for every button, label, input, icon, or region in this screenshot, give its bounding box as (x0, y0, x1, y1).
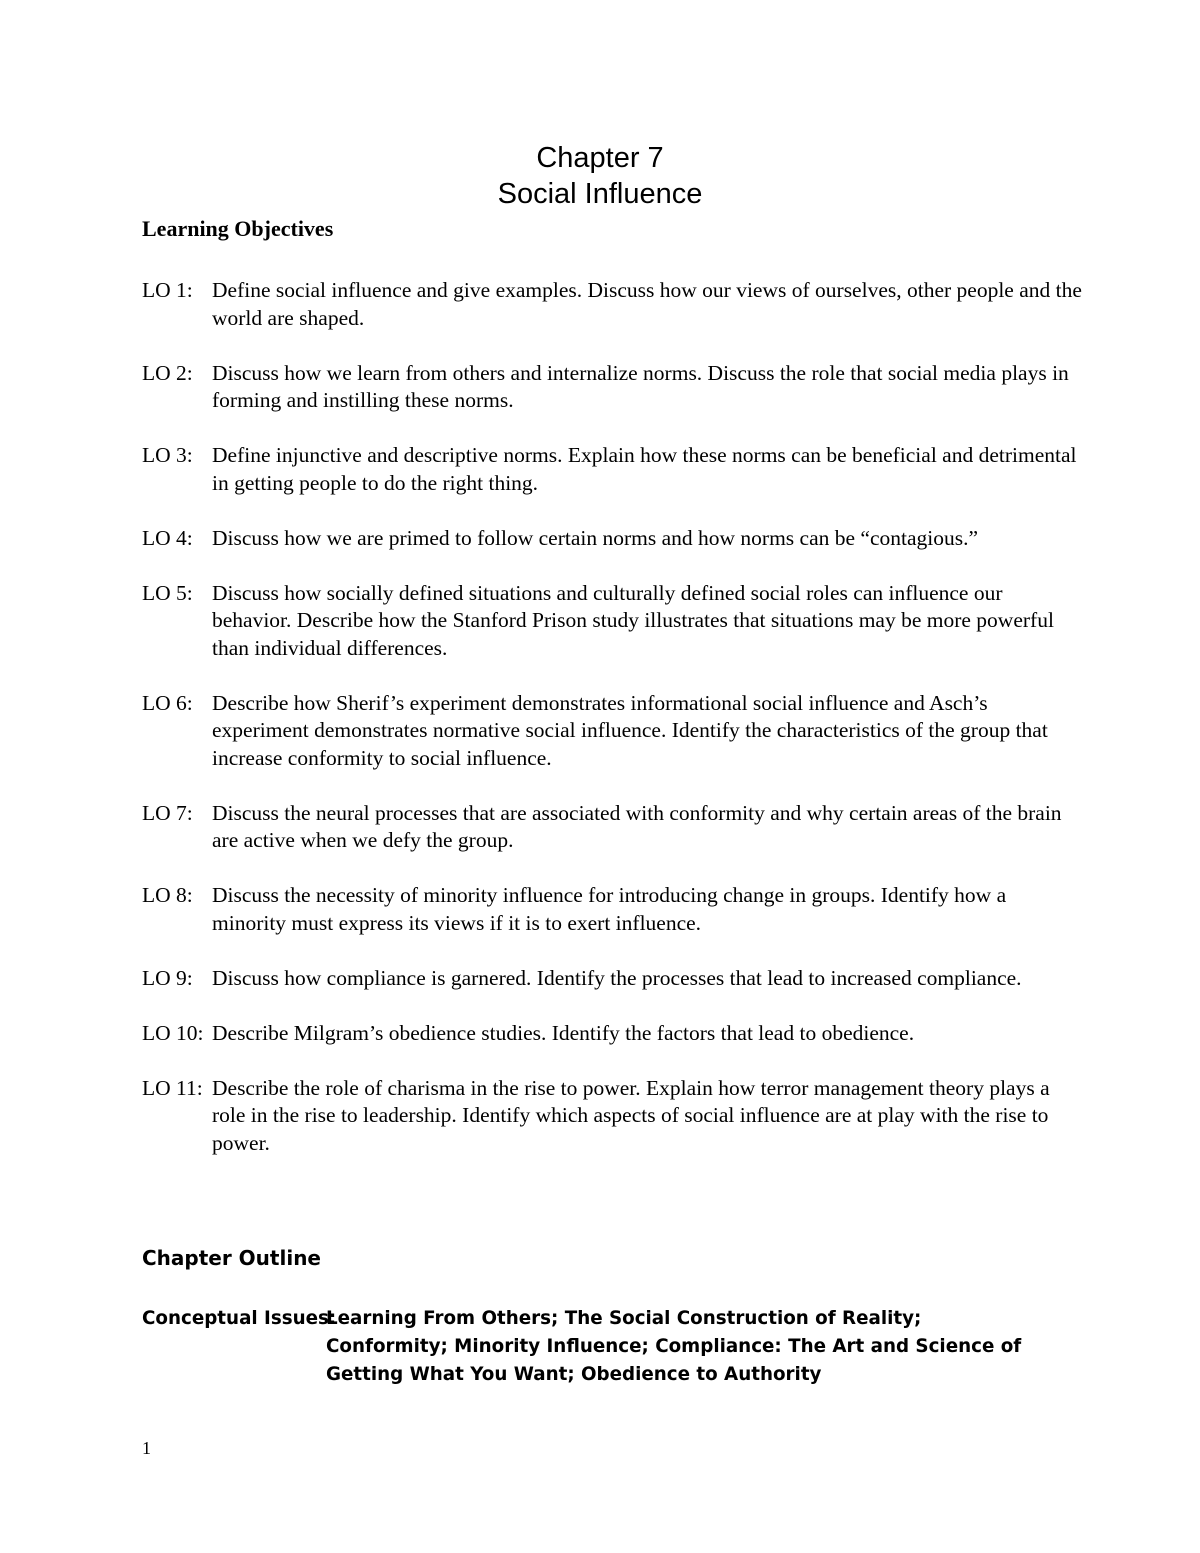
learning-objective-4 (142, 525, 1082, 553)
learning-objective-9 (142, 965, 1082, 993)
objective-text: Discuss how compliance is garnered. Identify the processes that lead to increased compliance. (212, 965, 1022, 990)
learning-objective-8 (142, 882, 1082, 937)
learning-objective-2 (142, 360, 1082, 415)
conceptual-issues-text: Learning From Others; The Social Construction of Reality; Conformity; Minority Influence; Compliance: The Art and Science of Getting What You Want; Obedience to Authority (326, 1308, 1022, 1385)
objective-label: LO 1: (142, 278, 193, 302)
chapter-number: Chapter 7 (536, 142, 664, 174)
objective-label: LO 2: (142, 360, 193, 385)
learning-objective-3 (142, 442, 1082, 497)
learning-objectives-heading: Learning Objectives (142, 216, 334, 241)
objective-text: Discuss how we are primed to follow certain norms and how norms can be “contagious.” (212, 525, 979, 550)
learning-objective-11 (142, 1075, 1082, 1158)
conceptual-issues (142, 1305, 1042, 1389)
objective-label: LO 5: (142, 580, 193, 605)
objective-text: Define social influence and give examples. Discuss how our views of ourselves, other people and the world are shaped. (212, 278, 1082, 330)
learning-objective-10 (142, 1020, 1082, 1048)
objective-label: LO 6: (142, 690, 193, 715)
chapter-outline-heading: Chapter Outline (142, 1246, 321, 1270)
objective-text: Discuss the necessity of minority influence for introducing change in groups. Identify how a minority must express its views if it is to exert influence. (212, 883, 1007, 935)
learning-objective-1 (142, 277, 1082, 332)
objective-text: Describe Milgram’s obedience studies. Identify the factors that lead to obedience. (212, 1020, 915, 1045)
objective-label: LO 9: (142, 965, 193, 990)
objective-label: LO 11: (142, 1075, 203, 1100)
chapter-title-block (0, 140, 1200, 212)
learning-objective-7 (142, 800, 1082, 855)
learning-objective-5 (142, 580, 1082, 663)
objective-text: Discuss how socially defined situations and culturally defined social roles can influence our behavior. Describe how the Stanford Prison study illustrates that situations may be more powerful than individual differences. (212, 580, 1054, 660)
objective-label: LO 7: (142, 800, 193, 825)
objective-text: Discuss how we learn from others and internalize norms. Discuss the role that social media plays in forming and instilling these norms. (212, 360, 1069, 412)
learning-objectives-list (142, 277, 1082, 1185)
page-number: 1 (142, 1438, 151, 1458)
objective-text: Discuss the neural processes that are associated with conformity and why certain areas of the brain are active when we defy the group. (212, 800, 1062, 852)
objective-text: Describe the role of charisma in the rise to power. Explain how terror management theory plays a role in the rise to leadership. Identify which aspects of social influence are at play with the rise to power. (212, 1075, 1050, 1155)
objective-text: Describe how Sherif’s experiment demonstrates informational social influence and Asch’s experiment demonstrates normative social influence. Identify the characteristics of the group that increase conformity to social influence. (212, 690, 1048, 770)
objective-label: LO 8: (142, 883, 193, 907)
objective-label: LO 10: (142, 1020, 204, 1045)
objective-label: LO 4: (142, 525, 193, 550)
objective-label: LO 3: (142, 443, 193, 467)
objective-text: Define injunctive and descriptive norms. Explain how these norms can be beneficial and detrimental in getting people to do the right thing. (212, 443, 1077, 495)
conceptual-issues-label: Conceptual Issues: (142, 1308, 337, 1329)
chapter-title: Social Influence (497, 178, 703, 210)
learning-objective-6 (142, 690, 1082, 773)
